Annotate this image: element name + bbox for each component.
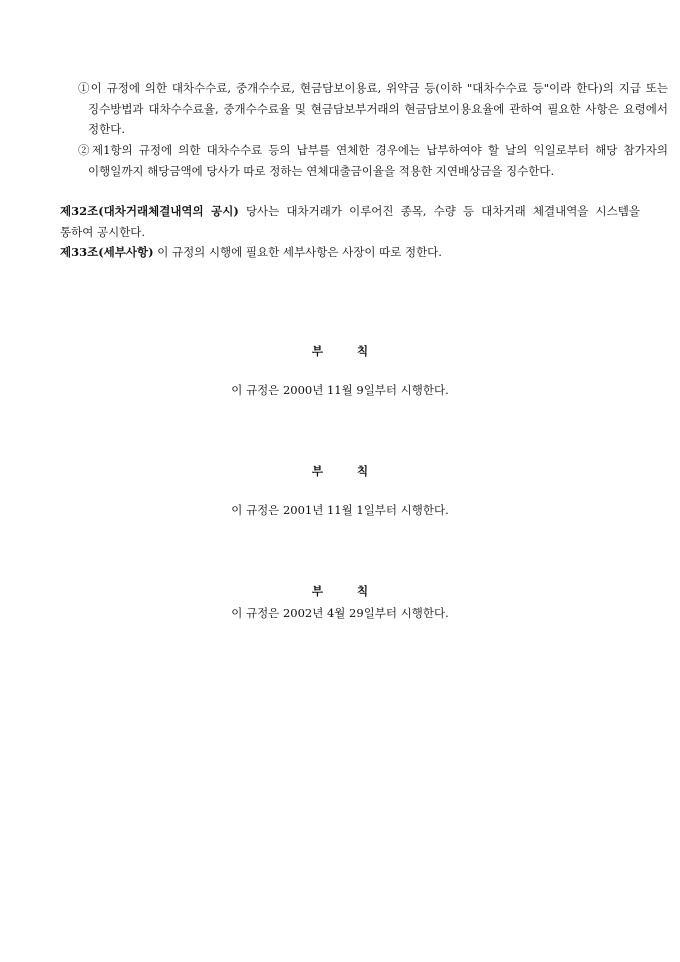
supplementary-text-2: 이 규정은 2001년 11월 1일부터 시행한다. <box>231 503 449 517</box>
article-33 <box>60 242 640 263</box>
supplementary-title-1 <box>0 341 680 361</box>
article-33-text: 이 규정의 시행에 필요한 세부사항은 사장이 따로 정한다. <box>153 245 442 259</box>
article-32-text: 당사는 대차거래가 이루어진 종목, 수량 등 대차거래 체결내역을 시스템을 통하여 공시한다. <box>60 204 640 239</box>
supplementary-title-1-right: 칙 <box>357 344 369 358</box>
paragraph-item-1: ①이 규정에 의한 대차수수료, 중개수수료, 현금담보이용료, 위약금 등(이하 "대차수수료 등"이라 한다)의 지급 또는 징수방법과 대차수수료율, 중개수수료율 및 현금담보부거래의 현금담보이용요율에 관하여 필요한 사항은 요령에서 정한다. <box>78 81 668 136</box>
supplementary-title-1-left: 부 <box>311 344 323 358</box>
supplementary-title-2 <box>0 461 680 481</box>
supplementary-title-3-left: 부 <box>311 584 323 598</box>
supplementary-title-3-right: 칙 <box>357 584 369 598</box>
article-32 <box>60 201 640 242</box>
article-33-heading: 제33조(세부사항) <box>60 245 154 259</box>
supplementary-title-2-right: 칙 <box>357 464 369 478</box>
paragraph-item-2: ②제1항의 규정에 의한 대차수수료 등의 납부를 연체한 경우에는 납부하여야 할 날의 익일로부터 해당 참가자의 이행일까지 해당금액에 당사가 따로 정하는 연체대출금이율을 적용한 지연배상금을 징수한다. <box>78 143 668 178</box>
supplementary-text-3: 이 규정은 2002년 4월 29일부터 시행한다. <box>231 606 449 620</box>
article-32-heading: 제32조(대차거래체결내역의 공시) <box>60 204 239 218</box>
supplementary-text-1: 이 규정은 2000년 11월 9일부터 시행한다. <box>231 383 449 397</box>
supplementary-title-2-left: 부 <box>311 464 323 478</box>
supplementary-title-3 <box>0 581 680 601</box>
